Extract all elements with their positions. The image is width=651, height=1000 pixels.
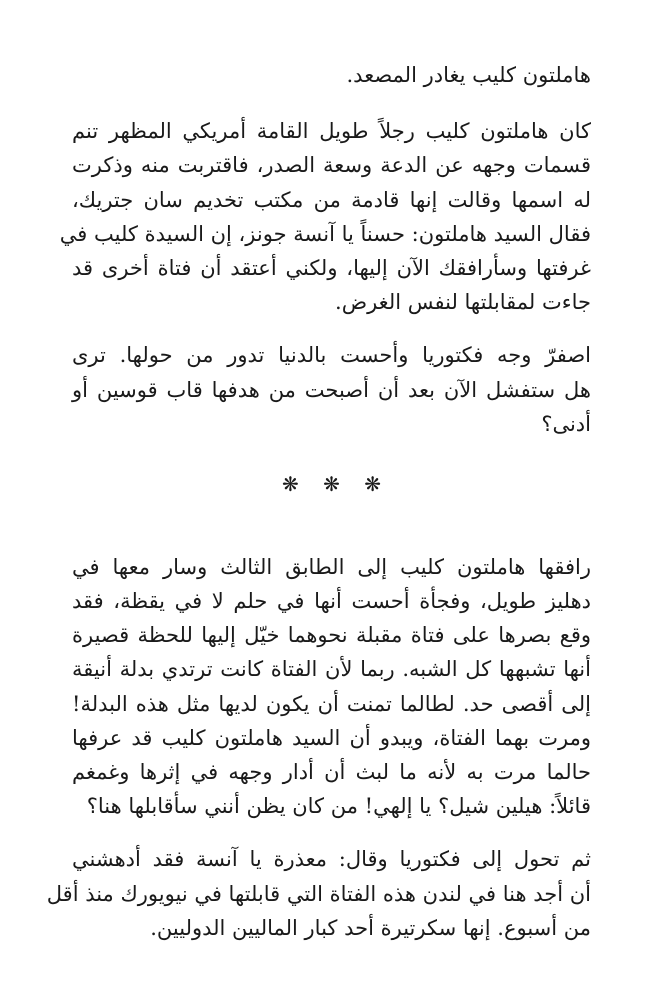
text-line: له اسمها وقالت إنها قادمة من مكتب تخديم سان جتريك، [72,187,591,212]
text-line: غرفتها وسأرافقك الآن إليها، ولكني أعتقد أن فتاة أخرى قد [72,255,591,280]
text-line: أن أجد هنا في لندن هذه الفتاة التي قابلتها في نيويورك منذ أقل [46,881,591,906]
asterism-ornament: ❋ [364,471,381,496]
paragraph-2 [59,114,591,319]
text-line: هاملتون كليب يغادر المصعد. [346,63,591,87]
section-separator [72,467,591,501]
text-line: إلى أقصى حد. لطالما تمنت أن يكون لديها مثل هذه البدلة! [72,691,591,716]
text-line: أدنى؟ [541,411,591,436]
text-line: كان هاملتون كليب رجلاً طويل القامة أمريكي المظهر تنم [72,119,591,144]
text-line: دهليز طويل، وفجأة أحست أنها في حلم لا في يقظة، فقد [72,589,591,614]
asterism-ornament: ❋ [281,471,299,496]
book-page [46,58,591,964]
text-line: أنها تشبهها كل الشبه. ربما لأن الفتاة كانت ترتدي بدلة أنيقة [72,657,591,682]
paragraph-3 [72,338,591,441]
text-line: وقع بصرها على فتاة مقبلة نحوهما خيّل إليها للحظة قصيرة [72,623,591,648]
paragraph-5 [46,842,591,945]
text-line: حالما مرت به لأنه ما لبث أن أدار وجهه في إثرها وغمغم [72,760,591,784]
text-line: قائلاً: هيلين شيل؟ يا إلهي! من كان يظن أنني سأقابلها هنا؟ [86,794,591,819]
text-line: هل ستفشل الآن بعد أن أصبحت من هدفها قاب قوسين أو [72,377,591,402]
text-line: رافقها هاملتون كليب إلى الطابق الثالث وسار معها في [72,554,591,579]
text-line: ثم تحول إلى فكتوريا وقال: معذرة يا آنسة فقد أدهشني [72,847,591,872]
text-line: جاءت لمقابلتها لنفس الغرض. [335,290,591,315]
text-line: فقال السيد هاملتون: حسناً يا آنسة جونز، إن السيدة كليب في [59,221,591,246]
text-line: من أسبوع. إنها سكرتيرة أحد كبار الماليين الدوليين. [150,915,591,940]
text-line: ومرت بهما الفتاة، ويبدو أن السيد هاملتون كليب قد عرفها [72,725,591,750]
text-line: اصفرّ وجه فكتوريا وأحست بالدنيا تدور من حولها. ترى [72,343,591,368]
asterism-ornament: ❋ [323,471,340,496]
paragraph-4 [72,550,591,824]
text-line: قسمات وجهه عن الدعة وسعة الصدر، فاقتربت منه وذكرت [72,153,591,178]
paragraph-1 [72,58,591,92]
